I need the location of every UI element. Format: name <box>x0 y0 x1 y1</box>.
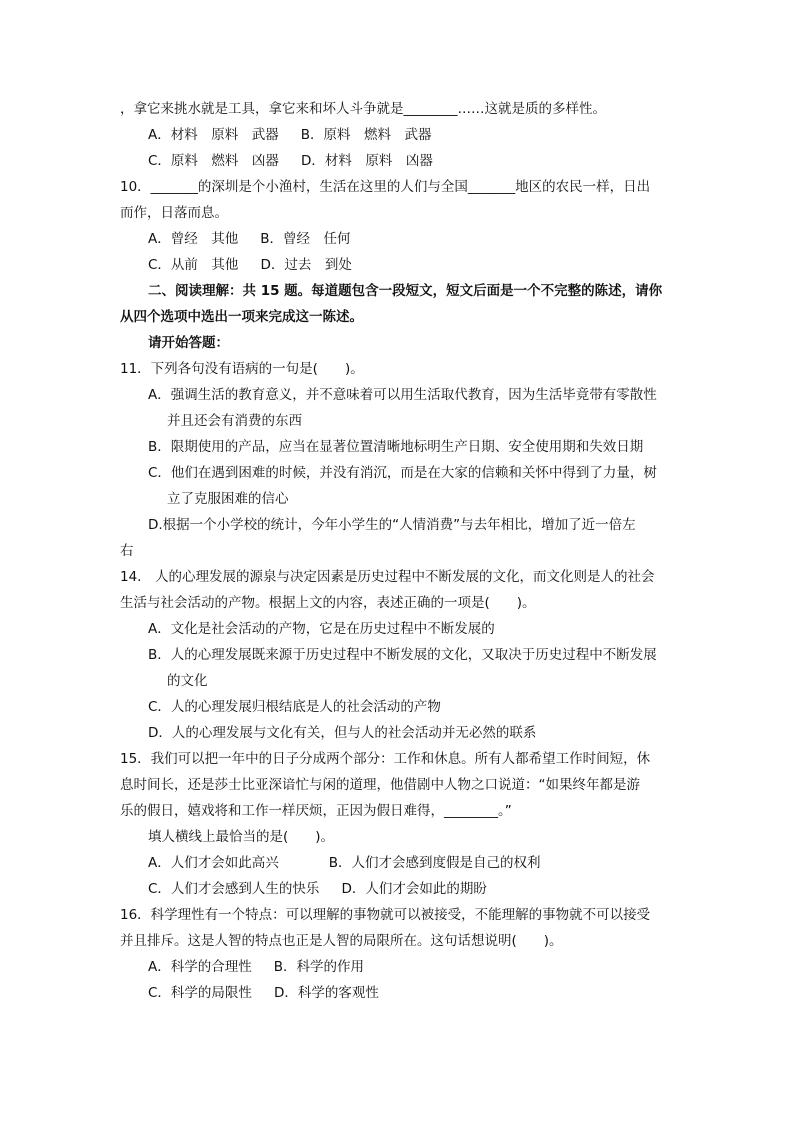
question-14-option-d: D．人的心理发展与文化有关，但与人的社会活动并无必然的联系 <box>148 725 537 741</box>
question-11-stem: 11．下列各句没有语病的一句是( )。 <box>120 361 364 377</box>
question-15-prompt: 填人横线上最恰当的是( )。 <box>148 829 335 845</box>
question-9-stem: ，拿它来挑水就是工具，拿它来和坏人斗争就是________……这就是质的多样性。 <box>120 101 606 117</box>
option-b: B．原料 燃料 武器 <box>300 127 432 143</box>
question-14-option-b: B．人的心理发展既来源于历史过程中不断发展的文化，又取决于历史过程中不断发展 <box>148 647 657 663</box>
question-11-option-b: B．限期使用的产品，应当在显著位置清晰地标明生产日期、安全使用期和失效日期 <box>148 439 644 455</box>
question-15-options-row-1 <box>148 854 541 872</box>
option-b: B．人们才会感到度假是自己的权利 <box>328 855 541 871</box>
option-b: B．曾经 任何 <box>260 231 351 247</box>
question-9-options-row-1 <box>148 126 432 144</box>
option-a: A．材料 原料 武器 <box>148 127 279 143</box>
question-16-options-row-1 <box>148 958 364 976</box>
option-c: C．人们才会感到人生的快乐 <box>148 881 320 897</box>
option-a: A．曾经 其他 <box>148 231 239 247</box>
option-a: A．人们才会如此高兴 <box>148 855 279 871</box>
question-15-stem-line-2: 息时间长，还是莎士比亚深谙忙与闲的道理，他借剧中人物之口说道：“如果终年都是游 <box>120 777 640 793</box>
question-14-stem-line-2: 生活与社会活动的产物。根据上文的内容，表述正确的一项是( )。 <box>120 595 536 611</box>
question-10-stem-line-1: 10．_______的深圳是个小渔村，生活在这里的人们与全国_______地区的农民一样，日出 <box>120 179 651 195</box>
option-d: D．科学的客观性 <box>273 985 379 1001</box>
question-15-options-row-2 <box>148 880 487 898</box>
question-11-option-a: A．强调生活的教育意义，并不意味着可以用生活取代教育，因为生活毕竟带有零散性 <box>148 387 657 403</box>
question-16-stem-line-1: 16．科学理性有一个特点：可以理解的事物就可以被接受，不能理解的事物就不可以接受 <box>120 907 651 923</box>
question-11-option-d-cont: 右 <box>120 543 134 559</box>
question-11-option-c: C．他们在遇到困难的时候，并没有消沉，而是在大家的信赖和关怀中得到了力量，树 <box>148 465 657 481</box>
question-10-options-row-1 <box>148 230 351 248</box>
question-11-option-a-cont: 并且还会有消费的东西 <box>167 413 302 429</box>
question-10-options-row-2 <box>148 256 352 274</box>
question-9-options-row-2 <box>148 152 433 170</box>
option-c: C．从前 其他 <box>148 257 239 273</box>
question-14-option-b-cont: 的文化 <box>167 673 208 689</box>
question-16-options-row-2 <box>148 984 379 1002</box>
question-14-option-c: C．人的心理发展归根结底是人的社会活动的产物 <box>148 699 441 715</box>
option-d: D．过去 到处 <box>260 257 352 273</box>
option-b: B．科学的作用 <box>273 959 365 975</box>
question-15-stem-line-1: 15．我们可以把一年中的日子分成两个部分：工作和休息。所有人都希望工作时间短，休 <box>120 751 651 767</box>
question-11-option-c-cont: 立了克服困难的信心 <box>167 491 289 507</box>
option-d: D．材料 原料 凶器 <box>300 153 433 169</box>
question-15-stem-line-3: 乐的假日，嬉戏将和工作一样厌烦，正因为假日难得，________。” <box>120 803 512 819</box>
start-instruction: 请开始答题： <box>148 335 229 351</box>
option-a: A．科学的合理性 <box>148 959 252 975</box>
option-c: C．科学的局限性 <box>148 985 252 1001</box>
option-c: C．原料 燃料 凶器 <box>148 153 279 169</box>
option-d: D．人们才会如此的期盼 <box>341 881 487 897</box>
question-16-stem-line-2: 并且排斥。这是人智的特点也正是人智的局限所在。这句话想说明( )。 <box>120 933 563 949</box>
question-11-option-d: D.根据一个小学校的统计，今年小学生的“人情消费”与去年相比，增加了近一倍左 <box>148 517 636 533</box>
question-10-stem-line-2: 而作，日落而息。 <box>120 205 228 221</box>
question-14-option-a: A．文化是社会活动的产物，它是在历史过程中不断发展的 <box>148 621 495 637</box>
section-heading-line-2: 从四个选项中选出一项来完成这一陈述。 <box>120 309 363 325</box>
question-14-stem-line-1: 14. 人的心理发展的源泉与决定因素是历史过程中不断发展的文化，而文化则是人的社会 <box>120 569 655 585</box>
section-heading-line-1: 二、阅读理解：共 15 题。每道题包含一段短文，短文后面是一个不完整的陈述，请你 <box>148 283 663 299</box>
